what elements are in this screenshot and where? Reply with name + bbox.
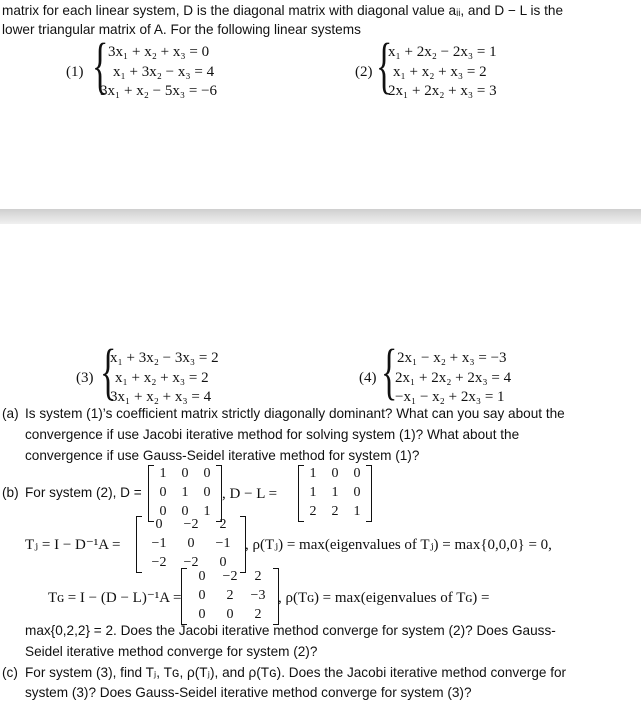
- matrix-cell: 2: [331, 503, 339, 519]
- matrix-bracket: [366, 465, 372, 522]
- matrix-cell: 1: [203, 503, 211, 519]
- system-2-brace: {: [376, 32, 393, 100]
- part-a-label: (a): [2, 406, 19, 421]
- matrix-cell: 0: [219, 554, 227, 570]
- matrix-cell: −3: [250, 587, 266, 603]
- part-a-line-1: Is system (1)’s coefficient matrix strictly diagonally dominant? What can you say about the: [25, 406, 565, 421]
- matrix-cell: −2: [183, 554, 199, 570]
- matrix-cell: 0: [159, 503, 167, 519]
- part-c-label: (c): [2, 665, 18, 680]
- matrix-cell: 1: [331, 484, 339, 500]
- matrix-bracket: [298, 465, 304, 522]
- system-4-eq-1: 2x₁ − x₂ + x₃ = −3: [397, 350, 507, 366]
- part-b-max-line: max{0,2,2} = 2. Does the Jacobi iterative method converge for system (2)? Does Gauss-: [25, 623, 556, 638]
- matrix-cell: −2: [183, 517, 199, 532]
- system-4-eq-2: 2x₁ + 2x₂ + 2x₃ = 4: [395, 370, 512, 386]
- system-4-eq-3: −x₁ − x₂ + 2x₃ = 1: [395, 389, 505, 405]
- matrix-cell: 0: [181, 466, 189, 481]
- system-2-eq-1: x₁ + 2x₂ − 2x₃ = 1: [388, 44, 497, 60]
- part-b-label: (b): [2, 485, 19, 500]
- matrix-cell: 0: [181, 503, 189, 519]
- matrix-cell: 2: [309, 503, 317, 519]
- part-c-line-1: For system (3), find Tⱼ, Tɢ, ρ(Tⱼ), and ρ(Tɢ). Does the Jacobi iterative method converge for: [25, 665, 567, 680]
- matrix-cell: 0: [155, 517, 163, 532]
- matrix-cell: −2: [151, 554, 167, 570]
- system-3-eq-2: x₁ + x₂ + x₃ = 2: [115, 370, 209, 386]
- system-1-eq-3: 3x₁ + x₂ − 5x₃ = −6: [100, 83, 218, 99]
- matrix-bracket: [148, 465, 154, 522]
- tj-rho: , ρ(Tⱼ) = max(eigenvalues of Tⱼ) = max{0,0,0} = 0,: [245, 537, 552, 553]
- tg-rho: , ρ(Tɢ) = max(eigenvalues of Tɢ) =: [278, 590, 490, 606]
- part-b-seidel-line: Seidel iterative method converge for system (2)?: [25, 644, 318, 659]
- matrix-cell: 0: [198, 606, 206, 622]
- system-4-brace: {: [381, 338, 398, 406]
- tj-label: Tⱼ = I − D⁻¹A =: [25, 537, 121, 553]
- matrix-bracket: [181, 568, 187, 625]
- part-a-line-3: convergence if use Gauss-Seidel iterative method for system (1)?: [25, 448, 420, 463]
- matrix-d: [155, 465, 215, 522]
- matrix-d-minus-l: [305, 465, 365, 522]
- part-b-lead: For system (2), D =: [25, 485, 142, 500]
- matrix-cell: −1: [151, 535, 167, 551]
- part-c-line-2: system (3)? Does Gauss-Seidel iterative method converge for system (3)?: [25, 685, 472, 700]
- matrix-cell: 2: [254, 569, 262, 584]
- intro-line-2: lower triangular matrix of A. For the following linear systems: [2, 22, 361, 37]
- part-b-dl-label: , D − L =: [222, 486, 278, 502]
- matrix-cell: 1: [181, 484, 189, 500]
- matrix-cell: 0: [187, 535, 195, 551]
- system-4-label: (4): [359, 370, 377, 386]
- matrix-cell: 1: [309, 466, 317, 481]
- system-2-eq-3: 2x₁ + 2x₂ + x₃ = 3: [388, 83, 497, 99]
- system-2-label: (2): [355, 64, 373, 80]
- matrix-cell: 0: [203, 484, 211, 500]
- system-3-eq-1: x₁ + 3x₂ − 3x₃ = 2: [110, 350, 219, 366]
- system-1-brace: {: [92, 32, 109, 100]
- system-2-eq-2: x₁ + x₂ + x₃ = 2: [393, 64, 487, 80]
- matrix-tg: [188, 568, 272, 625]
- matrix-cell: −2: [222, 569, 238, 584]
- tg-label: Tɢ = I − (D − L)⁻¹A =: [48, 590, 182, 606]
- matrix-tj: [143, 516, 239, 573]
- matrix-cell: 0: [198, 569, 206, 584]
- system-3-label: (3): [76, 370, 94, 386]
- matrix-cell: 1: [353, 503, 361, 519]
- matrix-cell: 2: [226, 587, 234, 603]
- system-3-eq-3: 3x₁ + x₂ + x₃ = 4: [110, 389, 212, 405]
- matrix-bracket: [136, 516, 142, 573]
- intro-line-1: matrix for each linear system, D is the diagonal matrix with diagonal value aᵢᵢ, and D − L is the: [2, 3, 564, 18]
- system-1-label: (1): [66, 64, 84, 80]
- matrix-cell: 2: [219, 517, 227, 532]
- part-a-line-2: convergence if use Jacobi iterative method for solving system (1)? What about the: [25, 427, 520, 442]
- matrix-cell: 0: [226, 606, 234, 622]
- system-3-brace: {: [100, 338, 117, 406]
- matrix-cell: 0: [353, 484, 361, 500]
- matrix-cell: 0: [198, 587, 206, 603]
- matrix-cell: 2: [254, 606, 262, 622]
- matrix-cell: 1: [159, 466, 167, 481]
- page-divider: [0, 209, 641, 224]
- matrix-cell: −1: [215, 535, 231, 551]
- system-1-eq-2: x₁ + 3x₂ − x₃ = 4: [113, 64, 215, 80]
- matrix-cell: 0: [331, 466, 339, 481]
- matrix-cell: 0: [353, 466, 361, 481]
- matrix-cell: 1: [309, 484, 317, 500]
- matrix-cell: 0: [203, 466, 211, 481]
- system-1-eq-1: 3x₁ + x₂ + x₃ = 0: [108, 44, 210, 60]
- matrix-cell: 0: [159, 484, 167, 500]
